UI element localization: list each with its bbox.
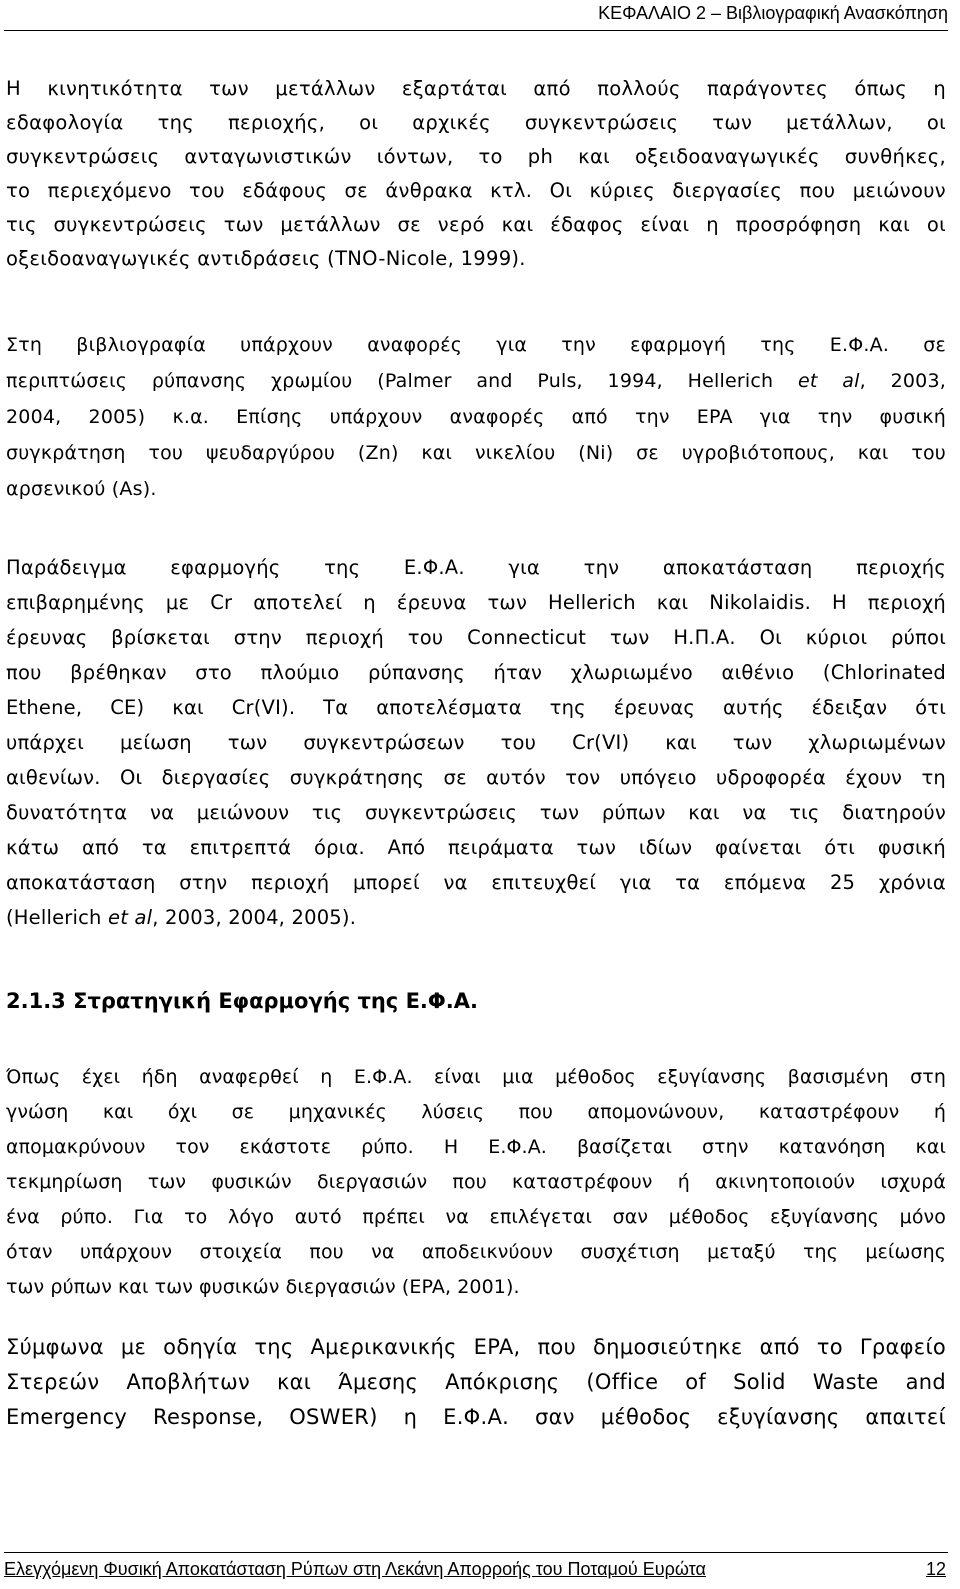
text-line: αποκατάσταση στην περιοχή μπορεί να επιτευχθεί για τα επόμενα 25 χρόνια	[6, 871, 946, 894]
text-line: δυνατότητα να μειώνουν τις συγκεντρώσεις των ρύπων και να τις διατηρούν	[6, 801, 946, 824]
text-line: συγκράτηση του ψευδαργύρου (Zn) και νικελίου (Ni) σε υγροβιότοπους, και του	[6, 442, 946, 464]
text-line: ένα ρύπο. Για το λόγο αυτό πρέπει να επιλέγεται σαν μέθοδος εξυγίανσης μόνο	[6, 1206, 946, 1228]
paragraph-epa-directive	[6, 1330, 946, 1435]
page-number: 12	[925, 1559, 946, 1579]
text-line: επιβαρημένης με Cr αποτελεί η έρευνα των Hellerich και Nikolaidis. Η περιοχή	[6, 591, 946, 614]
italic-et-al: et al	[798, 370, 860, 392]
text-line: περιπτώσεις ρύπανσης χρωμίου (Palmer and Puls, 1994, Hellerich et al, 2003,	[6, 370, 946, 392]
paragraph-application-example	[6, 550, 946, 935]
text-line: Στερεών Αποβλήτων και Άμεσης Απόκρισης (Office of Solid Waste and	[6, 1370, 946, 1394]
text-line: των ρύπων και των φυσικών διεργασιών (EPA, 2001).	[6, 1276, 520, 1298]
text-line: που βρέθηκαν στο πλούμιο ρύπανσης ήταν χλωριωμένο αιθένιο (Chlorinated	[6, 661, 946, 684]
footer-document-title: Ελεγχόμενη Φυσική Αποκατάσταση Ρύπων στη Λεκάνη Απορροής του Ποταμού Ευρώτα	[4, 1559, 706, 1579]
paragraph-strategy-intro	[6, 1060, 946, 1305]
text-line: Στη βιβλιογραφία υπάρχουν αναφορές για την εφαρμογή της Ε.Φ.Α. σε	[6, 334, 946, 356]
header-rule	[4, 30, 948, 31]
paragraph-literature-references	[6, 327, 946, 507]
text-line: κάτω από τα επιτρεπτά όρια. Από πειράματα των ιδίων φαίνεται ότι φυσική	[6, 836, 946, 859]
text-line: τις συγκεντρώσεις των μετάλλων σε νερό και έδαφος είναι η προσρόφηση και οι	[6, 213, 946, 236]
text-line: Emergency Response, OSWER) η Ε.Φ.Α. σαν μέθοδος εξυγίανσης απαιτεί	[6, 1405, 946, 1429]
text-line: οξειδοαναγωγικές αντιδράσεις (TNO-Nicole, 1999).	[6, 247, 526, 270]
paragraph-metal-mobility	[6, 72, 946, 276]
text-line: εδαφολογία της περιοχής, οι αρχικές συγκεντρώσεις των μετάλλων, οι	[6, 111, 946, 134]
text-line: (Hellerich et al, 2003, 2004, 2005).	[6, 906, 357, 929]
text-line: Η κινητικότητα των μετάλλων εξαρτάται από πολλούς παράγοντες όπως η	[6, 77, 946, 100]
text-line: Όπως έχει ήδη αναφερθεί η Ε.Φ.Α. είναι μια μέθοδος εξυγίανσης βασισμένη στη	[6, 1066, 946, 1088]
section-heading: 2.1.3 Στρατηγική Εφαρμογής της Ε.Φ.Α.	[6, 989, 478, 1013]
footer-rule	[4, 1552, 948, 1553]
text-line: Παράδειγμα εφαρμογής της Ε.Φ.Α. για την αποκατάσταση περιοχής	[6, 556, 946, 579]
italic-et-al: et al	[108, 906, 153, 929]
text-line: έρευνας βρίσκεται στην περιοχή του Connecticut των Η.Π.Α. Οι κύριοι ρύποι	[6, 626, 946, 649]
text-line: απομακρύνουν τον εκάστοτε ρύπο. Η Ε.Φ.Α. βασίζεται στην κατανόηση και	[6, 1136, 946, 1158]
text-line: Σύμφωνα με οδηγία της Αμερικανικής EPA, που δημοσιεύτηκε από το Γραφείο	[6, 1335, 946, 1359]
text-line: συγκεντρώσεις ανταγωνιστικών ιόντων, το ph και οξειδοαναγωγικές συνθήκες,	[6, 145, 946, 168]
text-line: Ethene, CE) και Cr(VI). Τα αποτελέσματα της έρευνας αυτής έδειξαν ότι	[6, 696, 946, 719]
text-line: γνώση και όχι σε μηχανικές λύσεις που απομονώνουν, καταστρέφουν ή	[6, 1101, 946, 1123]
text-line: αιθενίων. Οι διεργασίες συγκράτησης σε αυτόν τον υπόγειο υδροφορέα έχουν τη	[6, 766, 946, 789]
text-line: τεκμηρίωση των φυσικών διεργασιών που καταστρέφουν ή ακινητοποιούν ισχυρά	[6, 1171, 946, 1193]
text-line: υπάρχει μείωση των συγκεντρώσεων του Cr(VI) και των χλωριωμένων	[6, 731, 946, 754]
text-line: αρσενικού (As).	[6, 478, 157, 500]
running-header: ΚΕΦΑΛΑΙΟ 2 – Βιβλιογραφική Ανασκόπηση	[598, 3, 948, 23]
text-line: όταν υπάρχουν στοιχεία που να αποδεικνύουν συσχέτιση μεταξύ της μείωσης	[6, 1241, 946, 1263]
text-line: 2004, 2005) κ.α. Επίσης υπάρχουν αναφορές από την EPA για την φυσική	[6, 406, 946, 428]
text-line: το περιεχόμενο του εδάφους σε άνθρακα κτλ. Οι κύριες διεργασίες που μειώνουν	[6, 179, 946, 202]
